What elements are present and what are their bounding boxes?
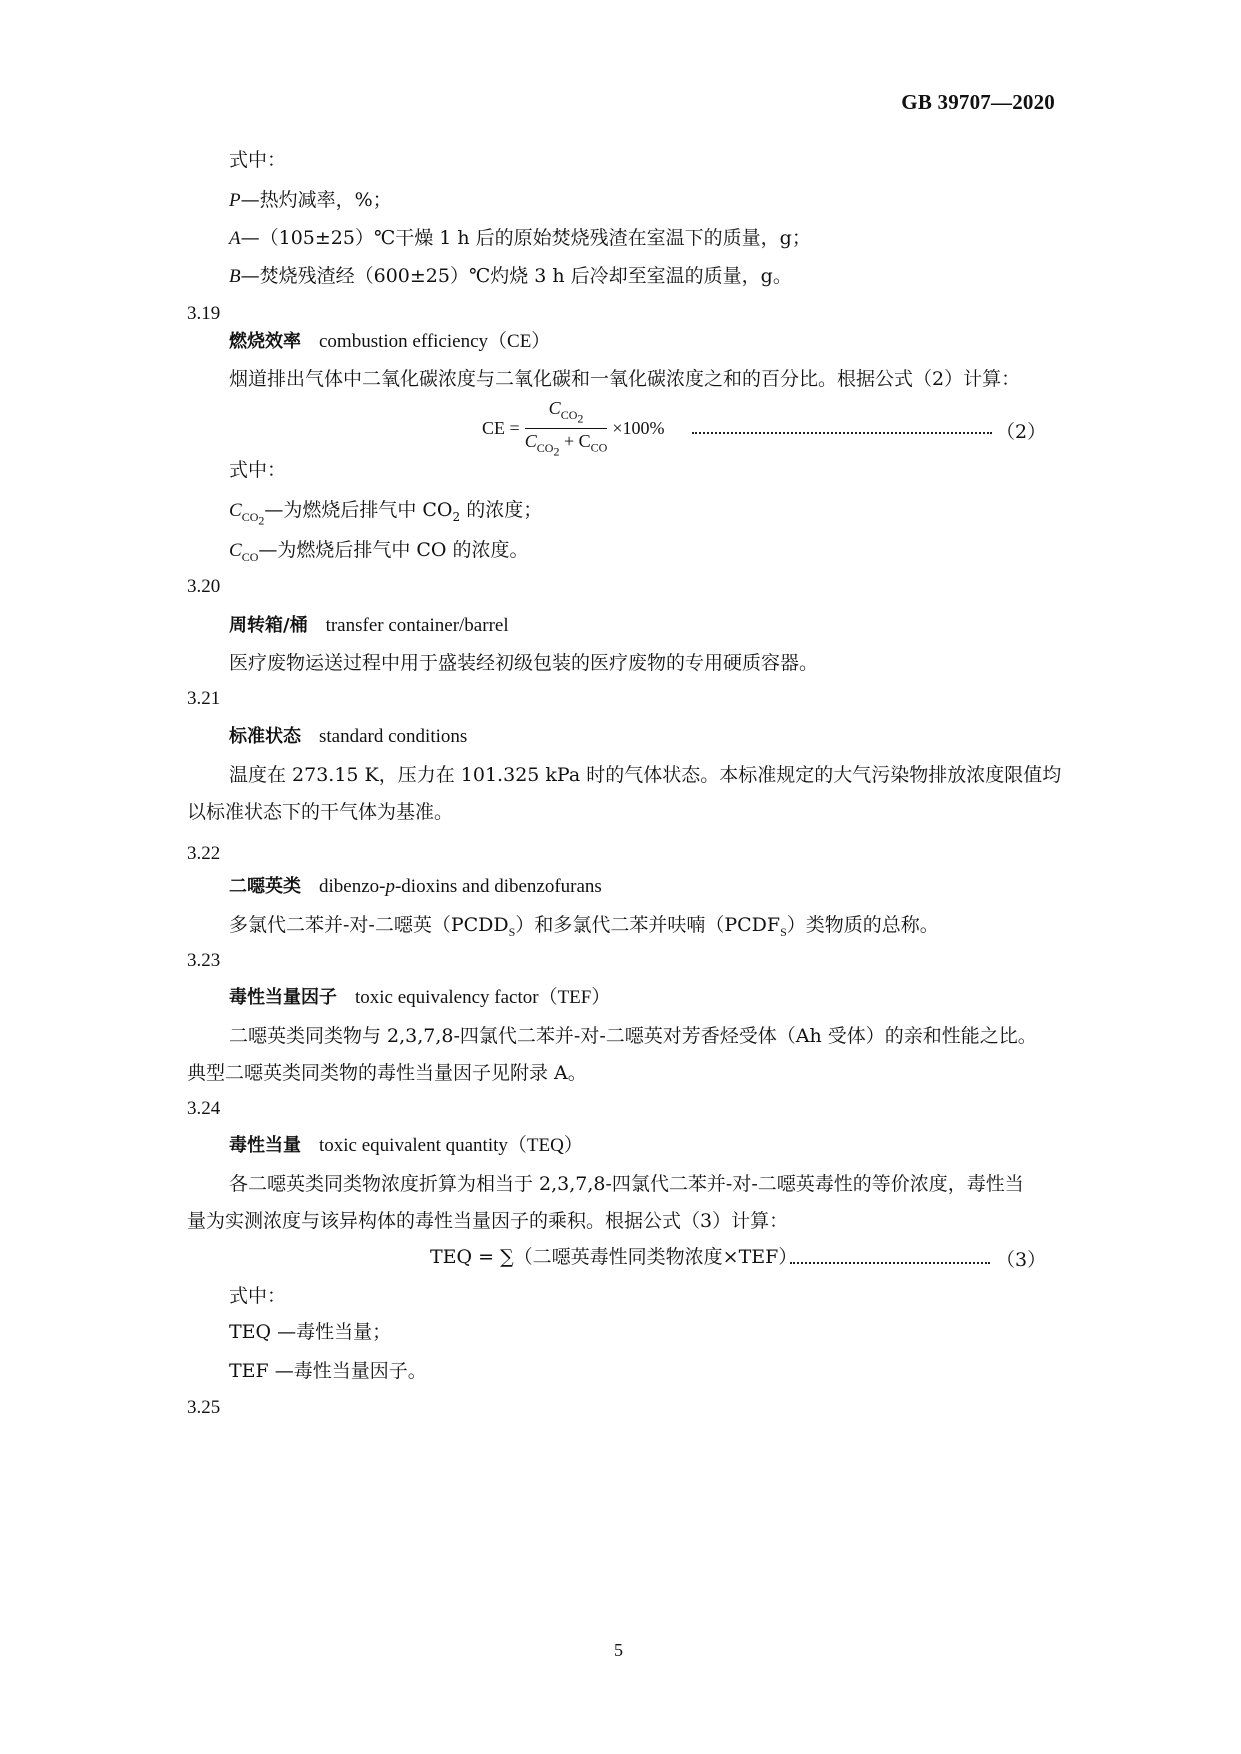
formula-num-sub2: 2 bbox=[577, 410, 584, 425]
formula-den-sub3: CO bbox=[590, 440, 608, 455]
formula-3: TEQ = ∑（二噁英毒性同类物浓度×TEF） bbox=[430, 1246, 798, 1268]
definition-a-text: —（105±25）℃干燥 1 h 后的原始焚烧残渣在室温下的质量，g； bbox=[240, 227, 811, 249]
clause-number-3-24: 3.24 bbox=[187, 1098, 221, 1119]
page-number: 5 bbox=[614, 1640, 623, 1660]
text-a: 多氯代二苯并-对-二噁英（PCDD bbox=[229, 914, 509, 936]
text-sub2: S bbox=[780, 924, 787, 939]
term-3-22 bbox=[229, 874, 602, 899]
symbol-c-sub: CO bbox=[241, 509, 259, 524]
formula-rhs: ×100% bbox=[612, 417, 665, 438]
definition-text-line2: 以标准状态下的干气体为基准。 bbox=[187, 801, 454, 823]
text-b: ）和多氯代二苯并呋喃（PCDF bbox=[515, 914, 781, 936]
definition-text: 烟道排出气体中二氧化碳浓度与二氧化碳和一氧化碳浓度之和的百分比。根据公式（2）计算： bbox=[229, 368, 1021, 390]
where-label-2: 式中： bbox=[229, 459, 287, 481]
formula-lhs: CE = bbox=[482, 417, 520, 438]
where-label-3: 式中： bbox=[229, 1285, 287, 1307]
term-en: toxic equivalency factor（TEF） bbox=[355, 987, 611, 1008]
term-cn: 周转箱/桶 bbox=[229, 615, 308, 636]
formula-den-sub2: 2 bbox=[553, 443, 560, 458]
formula-den-plus: + C bbox=[559, 430, 591, 451]
leader-dots-3 bbox=[790, 1262, 990, 1264]
standard-code-header: GB 39707—2020 bbox=[901, 90, 1055, 114]
symbol-c-sub2: 2 bbox=[258, 513, 265, 528]
symbol-p: P bbox=[229, 190, 241, 211]
symbol-c2: C bbox=[229, 540, 242, 561]
term-cn: 毒性当量因子 bbox=[229, 987, 337, 1008]
term-cn: 标准状态 bbox=[229, 726, 301, 747]
definition-cco2-sub: 2 bbox=[452, 509, 461, 524]
term-en bbox=[319, 876, 602, 897]
text-c: ）类物质的总称。 bbox=[786, 914, 939, 936]
definition-text-line1: 各二噁英类同类物浓度折算为相当于 2,3,7,8-四氯代二苯并-对-二噁英毒性的等价浓度，毒性当 bbox=[229, 1173, 1024, 1195]
symbol-c2-sub: CO bbox=[241, 549, 259, 564]
formula-fraction bbox=[525, 398, 608, 459]
where-label: 式中： bbox=[229, 149, 287, 171]
definition-text-line2: 量为实测浓度与该异构体的毒性当量因子的乘积。根据公式（3）计算： bbox=[187, 1210, 789, 1232]
term-3-19 bbox=[229, 329, 550, 354]
term-cn: 毒性当量 bbox=[229, 1135, 301, 1156]
symbol-b: B bbox=[229, 266, 241, 287]
formula-den-sub: CO bbox=[536, 440, 554, 455]
definition-cco2-text: —为燃烧后排气中 CO bbox=[264, 499, 453, 521]
definition-tef: TEF —毒性当量因子。 bbox=[229, 1360, 427, 1382]
formula-denominator bbox=[525, 429, 608, 459]
term-en-b: -dioxins and dibenzofurans bbox=[394, 876, 602, 897]
term-3-24 bbox=[229, 1133, 583, 1158]
clause-number-3-23: 3.23 bbox=[187, 950, 221, 971]
symbol-c: C bbox=[229, 500, 242, 521]
definition-p bbox=[229, 188, 392, 213]
formula-2 bbox=[482, 398, 665, 459]
text-sub1: S bbox=[508, 924, 516, 939]
term-3-23 bbox=[229, 985, 610, 1010]
term-en-italic: p bbox=[385, 876, 395, 897]
clause-number-3-25: 3.25 bbox=[187, 1397, 221, 1418]
term-cn: 二噁英类 bbox=[229, 876, 301, 897]
formula-num-c: C bbox=[548, 398, 561, 418]
definition-text-line1: 温度在 273.15 K，压力在 101.325 kPa 时的气体状态。本标准规定的大气污染物排放浓度限值均 bbox=[229, 764, 1062, 786]
formula-num-sub: CO bbox=[560, 407, 578, 422]
definition-text-line2: 典型二噁英类同类物的毒性当量因子见附录 A。 bbox=[187, 1062, 587, 1084]
definition-cco bbox=[229, 538, 529, 569]
term-en-a: dibenzo- bbox=[319, 876, 386, 897]
term-en: transfer container/barrel bbox=[325, 615, 509, 636]
definition-cco2-text-end: 的浓度； bbox=[460, 499, 543, 521]
equation-number-2: （2） bbox=[996, 421, 1047, 443]
definition-cco-text: —为燃烧后排气中 CO 的浓度。 bbox=[258, 539, 529, 561]
formula-den-c: C bbox=[524, 430, 537, 451]
term-en: standard conditions bbox=[319, 726, 468, 747]
definition-teq: TEQ —毒性当量； bbox=[229, 1321, 392, 1343]
clause-number-3-20: 3.20 bbox=[187, 576, 221, 597]
term-en: combustion efficiency（CE） bbox=[319, 331, 551, 352]
clause-number-3-21: 3.21 bbox=[187, 688, 221, 709]
clause-number-3-19: 3.19 bbox=[187, 303, 221, 324]
definition-p-text: —热灼减率，%； bbox=[240, 189, 392, 211]
symbol-a: A bbox=[229, 228, 241, 249]
term-cn: 燃烧效率 bbox=[229, 331, 301, 352]
definition-a bbox=[229, 226, 811, 251]
definition-b bbox=[229, 264, 792, 289]
clause-number-3-22: 3.22 bbox=[187, 843, 221, 864]
definition-text bbox=[229, 913, 939, 944]
term-en: toxic equivalent quantity（TEQ） bbox=[319, 1135, 583, 1156]
term-3-21 bbox=[229, 724, 467, 749]
definition-text: 医疗废物运送过程中用于盛装经初级包装的医疗废物的专用硬质容器。 bbox=[229, 652, 819, 674]
equation-number-3: （3） bbox=[996, 1249, 1047, 1271]
definition-cco2 bbox=[229, 498, 542, 532]
definition-b-text: —焚烧残渣经（600±25）℃灼烧 3 h 后冷却至室温的质量，g。 bbox=[240, 265, 792, 287]
formula-numerator bbox=[525, 398, 608, 429]
leader-dots-2 bbox=[692, 432, 992, 434]
term-3-20 bbox=[229, 613, 509, 638]
definition-text-line1: 二噁英类同类物与 2,3,7,8-四氯代二苯并-对-二噁英对芳香烃受体（Ah 受体）的亲和性能之比。 bbox=[229, 1025, 1037, 1047]
